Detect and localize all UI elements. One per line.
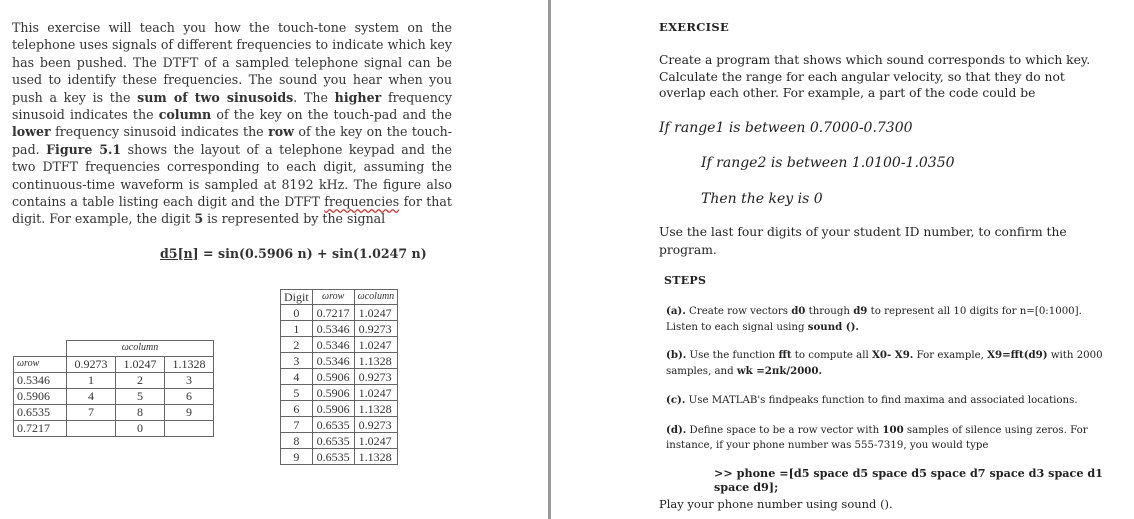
freq-col-value: 1.0247 [354, 337, 398, 353]
text-run: (c). [666, 394, 686, 406]
freq-digit: 3 [281, 353, 313, 369]
left-page [0, 0, 546, 519]
step-c [666, 393, 1106, 409]
text-run: Figure 5.1 [46, 141, 122, 157]
freq-digit: 4 [281, 369, 313, 385]
text-run: row [268, 124, 294, 140]
text-run: sum of two sinusoids [137, 89, 294, 105]
freq-col-value: 0.9273 [354, 369, 398, 385]
freq-digit: 1 [281, 321, 313, 337]
phone-command: >> phone =[d5 space d5 space d5 space d7 space d3 space d1 space d9]; [714, 466, 1103, 494]
keypad-row [14, 372, 214, 388]
keypad-key [67, 420, 116, 436]
text-run: frequencies [324, 194, 400, 210]
keypad-key [165, 420, 214, 436]
freq-row-value: 0.7217 [312, 305, 354, 321]
keypad-key: 1 [67, 372, 116, 388]
text-run: . The [293, 89, 335, 105]
text-run: with 2000 samples, and [666, 350, 1103, 377]
freq-row-value: 0.5346 [312, 353, 354, 369]
text-run: through [805, 306, 854, 317]
freq-col-value: 0.9273 [354, 321, 398, 337]
text-run: 5 [194, 211, 204, 227]
freq-col-value: 1.1328 [354, 449, 398, 465]
keypad-row-value: 0.5906 [14, 388, 67, 404]
keypad-col-value: 0.9273 [67, 356, 116, 372]
text-run: for that digit. For example, the digit [12, 194, 452, 227]
freq-header-col: ωcolumn [354, 290, 398, 305]
text-run: X9=fft(d9) [987, 349, 1048, 361]
freq-digit: 7 [281, 417, 313, 433]
keypad-key: 4 [67, 388, 116, 404]
freq-digit: 9 [281, 449, 313, 465]
freq-row-value: 0.6535 [312, 433, 354, 449]
text-run: lower [12, 124, 51, 140]
freq-digit: 2 [281, 337, 313, 353]
text-run: sound (). [807, 320, 859, 333]
keypad-col-header: ωcolumn [67, 341, 214, 357]
keypad-row [14, 388, 214, 404]
keypad-row-value: 0.5346 [14, 372, 67, 388]
text-run: wk =2πk/2000. [736, 364, 823, 377]
step-b [666, 348, 1106, 379]
text-run: shows the layout of a telephone keypad and the two DTFT frequencies corresponding to each digit, assuming the continuous-time waveform is sampled at 8192 kHz. The figure also contains a table listing each digit and the DTFT [12, 141, 452, 210]
freq-col-value: 1.1328 [354, 401, 398, 417]
freq-row-value: 0.6535 [312, 449, 354, 465]
divider-bar [548, 0, 551, 519]
freq-digit: 8 [281, 433, 313, 449]
text-run: of the key on the touch-pad and the [211, 107, 452, 123]
formula-rhs: = sin(0.5906 n) + sin(1.0247 n) [198, 246, 427, 261]
text-run: higher [334, 89, 382, 105]
text-run: frequency sinusoid indicates the [12, 89, 452, 123]
keypad-row-header: ωrow [14, 356, 67, 372]
freq-row [281, 449, 398, 465]
freq-row [281, 321, 398, 337]
freq-col-value: 0.9273 [354, 417, 398, 433]
keypad-key: 6 [165, 388, 214, 404]
text-run: to compute all [791, 350, 873, 361]
student-id-paragraph: Use the last four digits of your student ID number, to confirm the program. [659, 225, 1067, 257]
freq-row [281, 385, 398, 401]
freq-header-row: ωrow [312, 290, 354, 305]
freq-row [281, 353, 398, 369]
keypad-key: 3 [165, 372, 214, 388]
text-run: X0- X9. [872, 349, 914, 361]
steps-heading: STEPS [664, 274, 707, 287]
keypad-col-value: 1.1328 [165, 356, 214, 372]
text-run: (a). [666, 305, 686, 317]
text-run: of the key on the touch-pad. [12, 124, 453, 157]
freq-row [281, 305, 398, 321]
text-run: fft [778, 349, 792, 361]
keypad-table [13, 340, 214, 437]
keypad-row-value: 0.6535 [14, 404, 67, 420]
freq-row [281, 401, 398, 417]
freq-row [281, 369, 398, 385]
text-run: column [158, 107, 212, 123]
keypad-row [14, 420, 214, 436]
text-run: frequency sinusoid indicates the [50, 124, 269, 140]
exercise-paragraph: Create a program that shows which sound corresponds to which key. Calculate the range for each angular velocity, so that they do not overlap each other. For example, a part of the code could be [659, 53, 1091, 100]
page-divider [546, 0, 566, 519]
text-run: (d). [666, 424, 687, 436]
freq-row-value: 0.5346 [312, 337, 354, 353]
exercise-heading: EXERCISE [659, 20, 730, 34]
freq-row [281, 433, 398, 449]
text-run: This exercise will teach you how the touch-tone system on the telephone uses signals of different frequencies to indicate which key has been pushed. The DTFT of a sampled telephone signal can be used to identify these frequencies. The sound you hear when you push a key is the [12, 20, 452, 105]
example-formula [160, 246, 427, 261]
freq-row-value: 0.6535 [312, 417, 354, 433]
freq-col-value: 1.0247 [354, 305, 398, 321]
condition-line-2: If range2 is between 1.0100-1.0350 [701, 155, 955, 171]
freq-header-digit: Digit [281, 290, 313, 305]
freq-row-value: 0.5906 [312, 401, 354, 417]
text-run: is represented by the signal [203, 211, 386, 227]
freq-row-value: 0.5346 [312, 321, 354, 337]
keypad-key: 8 [116, 404, 165, 420]
freq-digit: 6 [281, 401, 313, 417]
keypad-col-value: 1.0247 [116, 356, 165, 372]
freq-row-value: 0.5906 [312, 369, 354, 385]
text-run: to represent all 10 digits for n=[0:1000]. Listen to each signal using [666, 306, 1082, 333]
keypad-key: 9 [165, 404, 214, 420]
freq-col-value: 1.0247 [354, 385, 398, 401]
freq-col-value: 1.0247 [354, 433, 398, 449]
freq-row [281, 337, 398, 353]
step-a [666, 304, 1106, 335]
keypad-key: 5 [116, 388, 165, 404]
text-run: Use the function [686, 350, 779, 361]
text-run: d9 [853, 305, 868, 317]
freq-col-value: 1.1328 [354, 353, 398, 369]
keypad-row-value: 0.7217 [14, 420, 67, 436]
text-run: (b). [666, 349, 687, 361]
formula-lhs: d5[n] [160, 246, 199, 261]
play-instruction: Play your phone number using sound (). [659, 497, 893, 511]
keypad-key: 2 [116, 372, 165, 388]
text-run: samples of silence using zeros. For instance, if your phone number was 555-7319, you would type [666, 425, 1088, 451]
step-d [666, 423, 1106, 453]
digit-frequency-table [280, 289, 398, 465]
text-run: d0 [791, 305, 806, 317]
freq-digit: 0 [281, 305, 313, 321]
text-run: For example, [913, 350, 988, 361]
keypad-key: 0 [116, 420, 165, 436]
freq-row [281, 417, 398, 433]
freq-row-value: 0.5906 [312, 385, 354, 401]
keypad-row [14, 404, 214, 420]
freq-digit: 5 [281, 385, 313, 401]
intro-paragraph [12, 19, 452, 228]
text-run: 100 [882, 424, 904, 436]
keypad-key: 7 [67, 404, 116, 420]
condition-line-3: Then the key is 0 [701, 191, 823, 207]
right-page [566, 0, 1134, 519]
text-run: Create row vectors [685, 306, 792, 317]
text-run: Define space to be a row vector with [686, 425, 883, 436]
text-run: Use MATLAB's findpeaks function to find maxima and associated locations. [685, 395, 1078, 406]
condition-line-1: If range1 is between 0.7000-0.7300 [659, 120, 913, 136]
